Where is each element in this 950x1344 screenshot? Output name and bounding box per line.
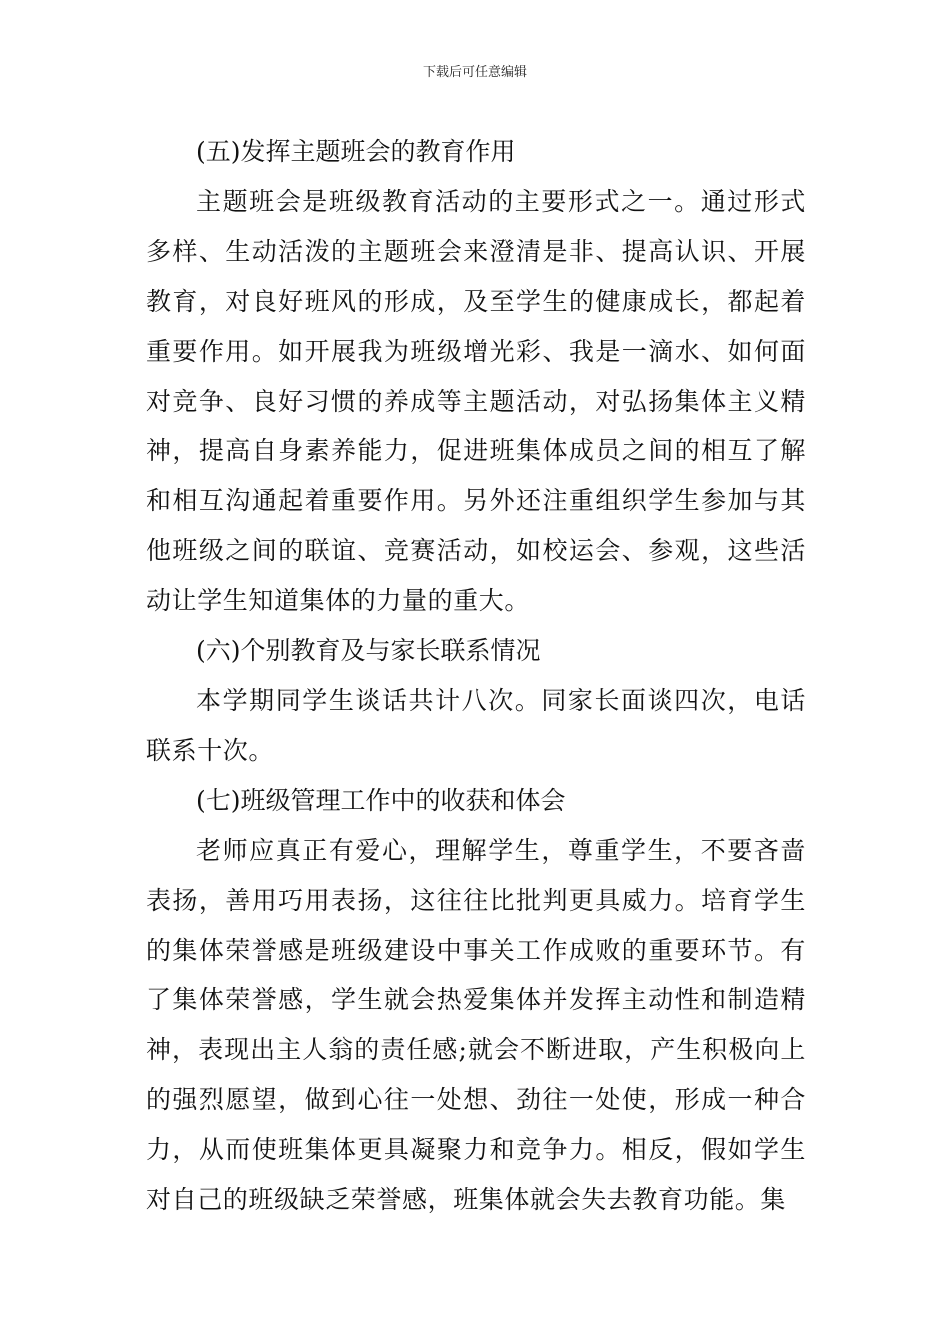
section-heading: (六)个别教育及与家长联系情况: [196, 636, 541, 666]
section-paragraph: 老师应真正有爱心，理解学生，尊重学生，不要吝啬表扬，善用巧用表扬，这往往比批判更具威力。培育学生的集体荣誉感是班级建设中事关工作成败的重要环节。有了集体荣誉感，学生就会热爱集体并发挥主动性和制造精神，表现出主人翁的责任感;就会不断进取，产生积极向上的强烈愿望，做到心往一处想、劲往一处使，形成一种合力，从而使班集体更具凝聚力和竞争力。相反，假如学生对自己的班级缺乏荣誉感，班集体就会失去教育功能。集: [146, 835, 806, 1215]
section-heading: (五)发挥主题班会的教育作用: [196, 137, 516, 166]
document-body: [146, 127, 806, 1225]
section-7: [146, 776, 806, 1225]
section-heading: (七)班级管理工作中的收获和体会: [196, 785, 566, 815]
section-6: [146, 626, 806, 776]
page-header-note: 下载后可任意编辑: [422, 65, 527, 80]
section-paragraph: 主题班会是班级教育活动的主要形式之一。通过形式多样、生动活泼的主题班会来澄清是非、提高认识、开展教育，对良好班风的形成，及至学生的健康成长，都起着重要作用。如开展我为班级增光彩、我是一滴水、如何面对竞争、良好习惯的养成等主题活动，对弘扬集体主义精神，提高自身素养能力，促进班集体成员之间的相互了解和相互沟通起着重要作用。另外还注重组织学生参加与其他班级之间的联谊、竞赛活动，如校运会、参观，这些活动让学生知道集体的力量的重大。: [146, 186, 806, 616]
section-5: [146, 127, 806, 626]
section-paragraph: 本学期同学生谈话共计八次。同家长面谈四次，电话联系十次。: [146, 685, 806, 765]
